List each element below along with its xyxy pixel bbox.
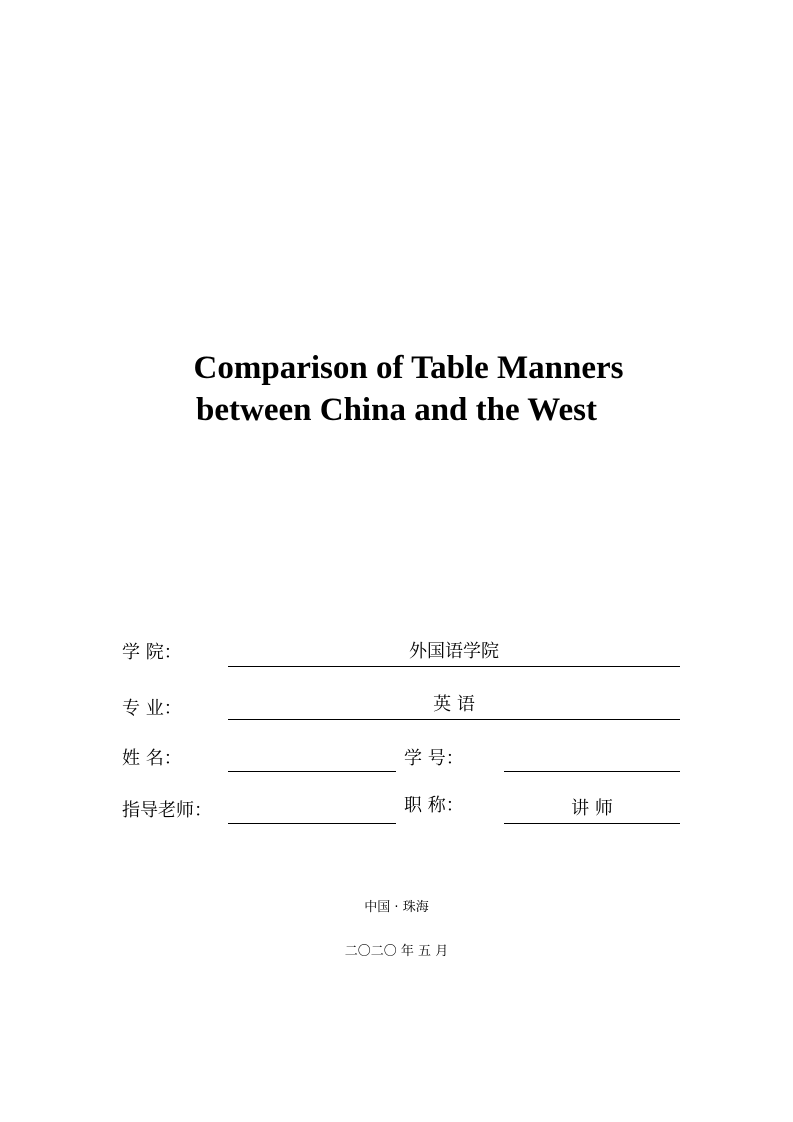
location-text: 中国 · 珠海	[364, 900, 429, 915]
college-value: 外国语学院	[409, 641, 499, 662]
thesis-title-line-1: Comparison of Table Manners	[193, 350, 624, 386]
major-underline	[228, 719, 680, 720]
academic-title-label: 职 称：	[404, 795, 464, 816]
major-label: 专 业：	[122, 698, 182, 719]
academic-title-underline	[504, 823, 680, 824]
advisor-underline	[228, 823, 396, 824]
student-id-label: 学 号：	[404, 748, 464, 769]
thesis-title-line-2: between China and the West	[196, 392, 597, 428]
college-underline	[228, 666, 680, 667]
major-value: 英 语	[433, 694, 475, 715]
student-id-underline	[504, 771, 680, 772]
name-label: 姓 名：	[122, 748, 182, 769]
name-underline	[228, 771, 396, 772]
academic-title-value: 讲 师	[571, 798, 613, 819]
advisor-label: 指导老师：	[122, 800, 212, 821]
date-text: 二〇二〇 年 五 月	[344, 944, 449, 959]
college-label: 学 院：	[122, 642, 182, 663]
